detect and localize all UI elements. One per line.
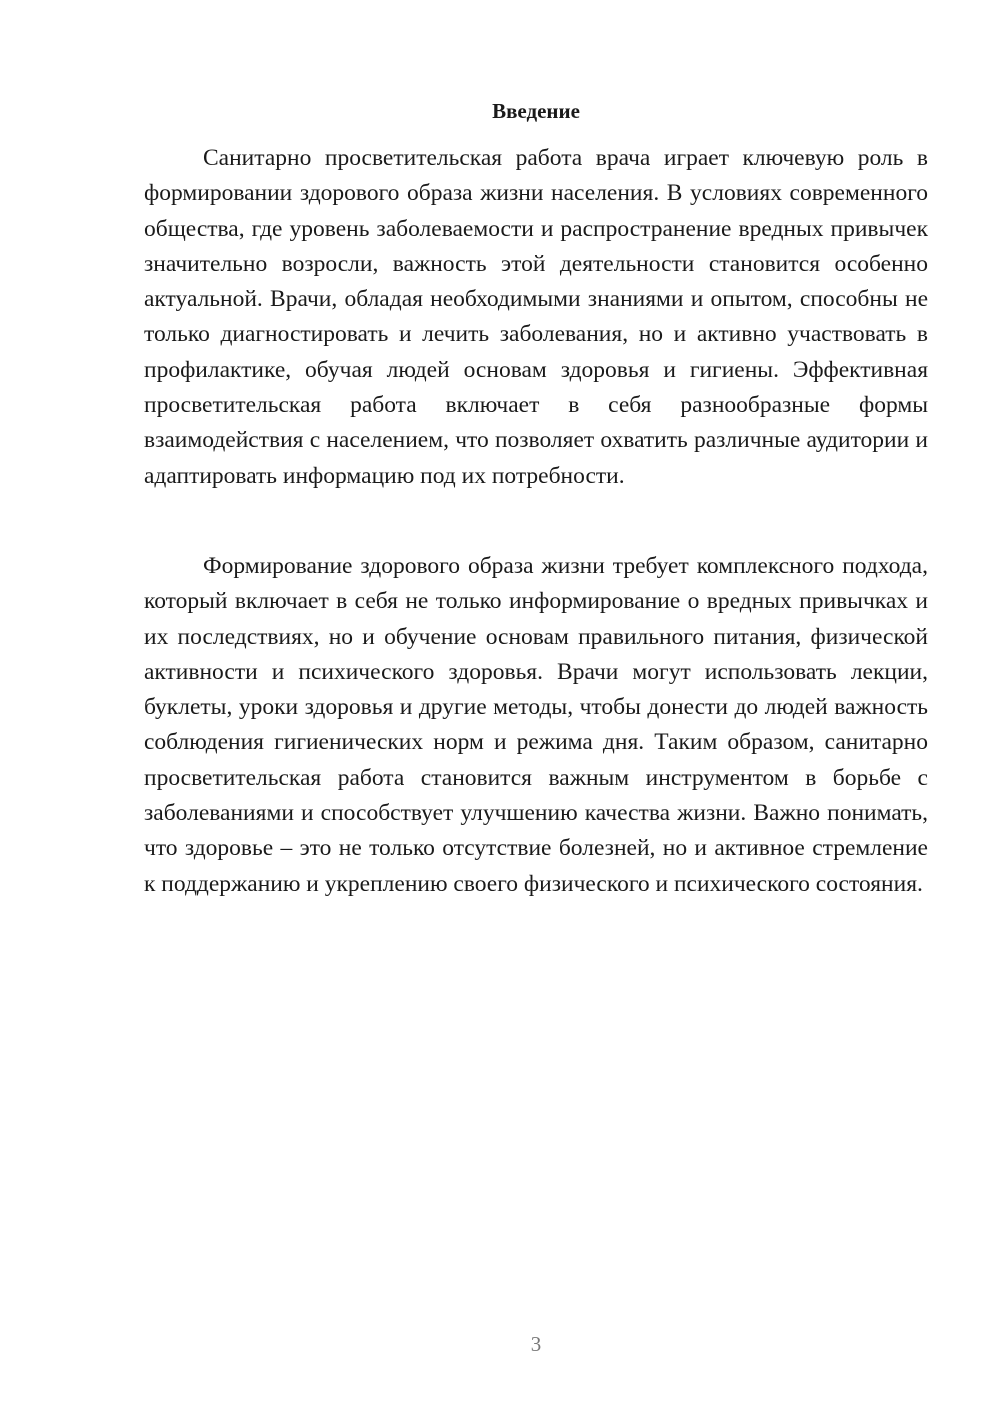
paragraph-1-text: Санитарно просветительская работа врача играет ключевую роль в формировании здорового образа жизни населения. В условиях современного общества, где уровень заболеваемости и распространение вредных привычек значительно возросли, важность этой деятельности становится особенно актуальной. Врачи, обладая необходимыми знаниями и опытом, способны не только диагностировать и лечить заболевания, но и активно участвовать в профилактике, обучая людей основам здоровья и гигиены. Эффективная просветительская работа включает в себя разнообразные формы взаимодействия с населением, что позволяет охватить различные аудитории и адаптировать информацию под их потребности. <box>144 145 928 489</box>
page-number: 3 <box>530 1332 542 1356</box>
section-heading: Введение <box>492 99 580 123</box>
paragraph-1 <box>144 141 928 494</box>
paragraph-2 <box>144 549 928 902</box>
paragraph-2-text: Формирование здорового образа жизни требует комплексного подхода, который включает в себя не только информирование о вредных привычках и их последствиях, но и обучение основам правильного питания, физической активности и психического здоровья. Врачи могут использовать лекции, буклеты, уроки здоровья и другие методы, чтобы донести до людей важность соблюдения гигиенических норм и режима дня. Таким образом, санитарно просветительская работа становится важным инструментом в борьбе с заболеваниями и способствует улучшению качества жизни. Важно понимать, что здоровье – это не только отсутствие болезней, но и активное стремление к поддержанию и укреплению своего физического и психического состояния. <box>144 553 928 897</box>
